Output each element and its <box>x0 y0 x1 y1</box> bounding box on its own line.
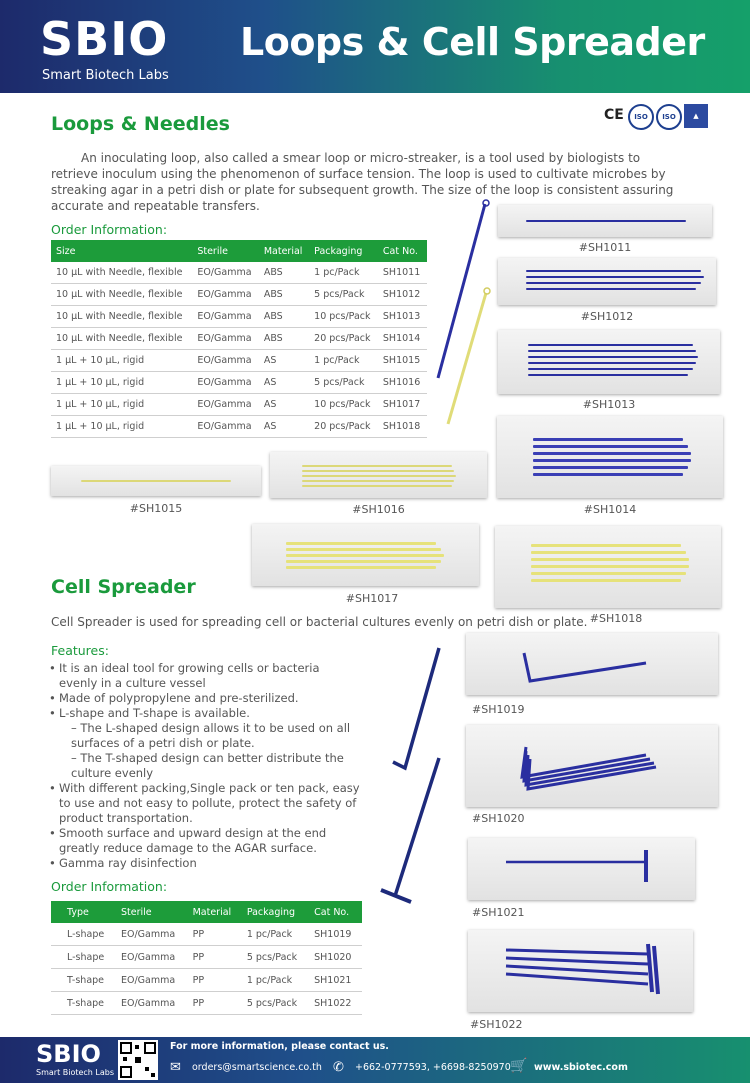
cell: SH1014 <box>378 328 427 350</box>
cell: SH1018 <box>378 416 427 438</box>
cell: 5 pcs/Pack <box>309 372 378 394</box>
cell: L-shape <box>51 946 116 969</box>
cell: 10 µL with Needle, flexible <box>51 306 192 328</box>
cell: 1 µL + 10 µL, rigid <box>51 372 192 394</box>
cell: EO/Gamma <box>116 992 188 1015</box>
loops-order-title: Order Information: <box>51 222 168 237</box>
list-item: • It is an ideal tool for growing cells or bacteria evenly in a culture vessel <box>49 661 361 691</box>
product-photo-sh1014 <box>497 416 723 498</box>
spreader-order-title: Order Information: <box>51 879 168 894</box>
t-shape-spreader-icon <box>395 758 439 896</box>
cell: 20 pcs/Pack <box>309 416 378 438</box>
cell: PP <box>188 992 242 1015</box>
qr-code-icon <box>118 1040 158 1080</box>
footer-logo: SBIO <box>36 1040 101 1068</box>
cell: 1 pc/Pack <box>242 969 309 992</box>
cell: 1 pc/Pack <box>309 350 378 372</box>
table-row <box>51 394 427 416</box>
cell: 10 µL with Needle, flexible <box>51 284 192 306</box>
list-item: – The T-shaped design can better distribute the culture evenly <box>71 751 344 780</box>
caption-sh1020: #SH1020 <box>472 812 525 825</box>
footer-contact-title: For more information, please contact us. <box>170 1041 389 1052</box>
cell: 10 pcs/Pack <box>309 394 378 416</box>
cell: EO/Gamma <box>192 306 259 328</box>
col-sterile: Sterile <box>192 240 259 262</box>
caption-sh1019: #SH1019 <box>472 703 525 716</box>
cell: PP <box>188 969 242 992</box>
footer-phone[interactable]: +662-0777593, +6698-8250970 <box>355 1062 511 1073</box>
cell: EO/Gamma <box>192 328 259 350</box>
cell: EO/Gamma <box>116 969 188 992</box>
cell: EO/Gamma <box>192 372 259 394</box>
cell: 5 pcs/Pack <box>242 946 309 969</box>
table-row <box>51 284 427 306</box>
col-material: Material <box>259 240 309 262</box>
product-photo-sh1019 <box>466 633 718 695</box>
cell: AS <box>259 416 309 438</box>
phone-icon: ✆ <box>333 1060 344 1075</box>
list-item: • With different packing,Single pack or ten pack, easy to use and not easy to pollute, protect the safety of product transportation. <box>49 781 361 826</box>
cell: ABS <box>259 328 309 350</box>
cell: SH1015 <box>378 350 427 372</box>
l-shape-spreader-icon <box>393 648 439 768</box>
iso-badge-icon-2: ISO <box>656 104 682 130</box>
loops-section-title: Loops & Needles <box>51 113 230 135</box>
caption-sh1017: #SH1017 <box>345 592 399 605</box>
col-cat-no: Cat No. <box>309 901 362 923</box>
table-row <box>51 372 427 394</box>
col-packaging: Packaging <box>242 901 309 923</box>
spreader-description: Cell Spreader is used for spreading cell or bacterial cultures evenly on petri dish or plate. <box>51 615 588 629</box>
blue-loop-icon <box>438 204 485 378</box>
cell: ABS <box>259 284 309 306</box>
footer-website[interactable]: www.sbiotec.com <box>534 1062 628 1073</box>
cell: SH1013 <box>378 306 427 328</box>
table-row <box>51 946 362 969</box>
caption-sh1021: #SH1021 <box>472 906 525 919</box>
table-row <box>51 992 362 1015</box>
cell: SH1017 <box>378 394 427 416</box>
table-row <box>51 416 427 438</box>
list-item: • L-shape and T-shape is available. <box>49 706 361 721</box>
page-title: Loops & Cell Spreader <box>240 20 705 64</box>
product-photo-sh1012 <box>498 258 716 305</box>
cell: 1 pc/Pack <box>242 923 309 946</box>
spreader-section-title: Cell Spreader <box>51 576 196 598</box>
footer-email[interactable]: orders@smartscience.co.th <box>192 1062 322 1073</box>
cell: 1 pc/Pack <box>309 262 378 284</box>
tuv-badge-icon: ▲ <box>684 104 708 128</box>
cell: T-shape <box>51 992 116 1015</box>
cell: AS <box>259 394 309 416</box>
cell: 10 µL with Needle, flexible <box>51 262 192 284</box>
product-photo-sh1017 <box>252 524 479 586</box>
caption-sh1012: #SH1012 <box>580 310 634 323</box>
cell: AS <box>259 372 309 394</box>
product-photo-sh1020 <box>466 725 718 807</box>
table-row <box>51 306 427 328</box>
cell: T-shape <box>51 969 116 992</box>
caption-sh1015: #SH1015 <box>129 502 183 515</box>
product-photo-sh1021 <box>468 838 695 900</box>
cell: L-shape <box>51 923 116 946</box>
cell: PP <box>188 946 242 969</box>
cell: SH1020 <box>309 946 362 969</box>
caption-sh1016: #SH1016 <box>352 503 405 516</box>
product-photo-sh1016 <box>270 452 487 498</box>
spreader-order-table <box>51 901 362 1015</box>
cell: SH1016 <box>378 372 427 394</box>
cell: 5 pcs/Pack <box>242 992 309 1015</box>
col-cat-no: Cat No. <box>378 240 427 262</box>
cell: 5 pcs/Pack <box>309 284 378 306</box>
col-packaging: Packaging <box>309 240 378 262</box>
cell: SH1011 <box>378 262 427 284</box>
features-list <box>49 661 361 871</box>
brand-logo: SBIO <box>40 12 169 66</box>
iso-badge-icon: ISO <box>628 104 654 130</box>
product-photo-sh1013 <box>498 330 720 394</box>
table-row <box>51 923 362 946</box>
col-type: Type <box>51 901 116 923</box>
caption-sh1011: #SH1011 <box>578 241 632 254</box>
cell: SH1022 <box>309 992 362 1015</box>
cell: AS <box>259 350 309 372</box>
ce-mark-icon: CE <box>604 107 624 123</box>
yellow-loop-icon <box>448 293 486 424</box>
features-title: Features: <box>51 643 109 658</box>
caption-sh1014: #SH1014 <box>583 503 637 516</box>
email-icon: ✉ <box>170 1060 181 1075</box>
cell: 1 µL + 10 µL, rigid <box>51 416 192 438</box>
col-sterile: Sterile <box>116 901 188 923</box>
cell: EO/Gamma <box>192 350 259 372</box>
cell: PP <box>188 923 242 946</box>
cell: SH1012 <box>378 284 427 306</box>
cell: EO/Gamma <box>116 946 188 969</box>
cell: SH1021 <box>309 969 362 992</box>
brand-subtitle: Smart Biotech Labs <box>42 68 169 83</box>
cell: EO/Gamma <box>192 416 259 438</box>
cell: EO/Gamma <box>192 262 259 284</box>
cell: EO/Gamma <box>192 394 259 416</box>
product-photo-sh1018 <box>495 526 721 608</box>
product-photo-sh1015 <box>51 466 261 496</box>
cell: SH1019 <box>309 923 362 946</box>
cart-icon: 🛒 <box>510 1058 528 1074</box>
spreader-illustration <box>375 640 465 910</box>
table-row <box>51 262 427 284</box>
footer-logo-subtitle: Smart Biotech Labs <box>36 1068 115 1077</box>
cell: 1 µL + 10 µL, rigid <box>51 350 192 372</box>
col-material: Material <box>188 901 242 923</box>
caption-sh1013: #SH1013 <box>582 398 636 411</box>
col-size: Size <box>51 240 192 262</box>
table-row <box>51 328 427 350</box>
cell: 1 µL + 10 µL, rigid <box>51 394 192 416</box>
caption-sh1022: #SH1022 <box>470 1018 523 1031</box>
table-row <box>51 350 427 372</box>
cell: 10 µL with Needle, flexible <box>51 328 192 350</box>
product-photo-sh1011 <box>498 205 712 237</box>
cell: ABS <box>259 306 309 328</box>
cell: ABS <box>259 262 309 284</box>
product-photo-sh1022 <box>468 930 693 1012</box>
list-item: • Gamma ray disinfection <box>49 856 361 871</box>
cell: 10 pcs/Pack <box>309 306 378 328</box>
cell: EO/Gamma <box>192 284 259 306</box>
cell: 20 pcs/Pack <box>309 328 378 350</box>
list-item: • Made of polypropylene and pre-sterilized. <box>49 691 361 706</box>
list-item: – The L-shaped design allows it to be used on all surfaces of a petri dish or plate. <box>71 721 351 750</box>
certification-badges <box>604 104 708 128</box>
loops-order-table <box>51 240 427 438</box>
loops-description: An inoculating loop, also called a smear loop or micro-streaker, is a tool used by biologists to retrieve inoculum using the phenomenon of surface tension. The loop is used to cultivate microbes by streaking agar in a petri dish or plate for subsequent growth. The size of the loop is consistent assuring accurate and repeatable transfers. <box>51 151 674 213</box>
caption-sh1018: #SH1018 <box>589 612 643 625</box>
cell: EO/Gamma <box>116 923 188 946</box>
list-item: • Smooth surface and upward design at the end greatly reduce damage to the AGAR surface. <box>49 826 361 856</box>
table-row <box>51 969 362 992</box>
